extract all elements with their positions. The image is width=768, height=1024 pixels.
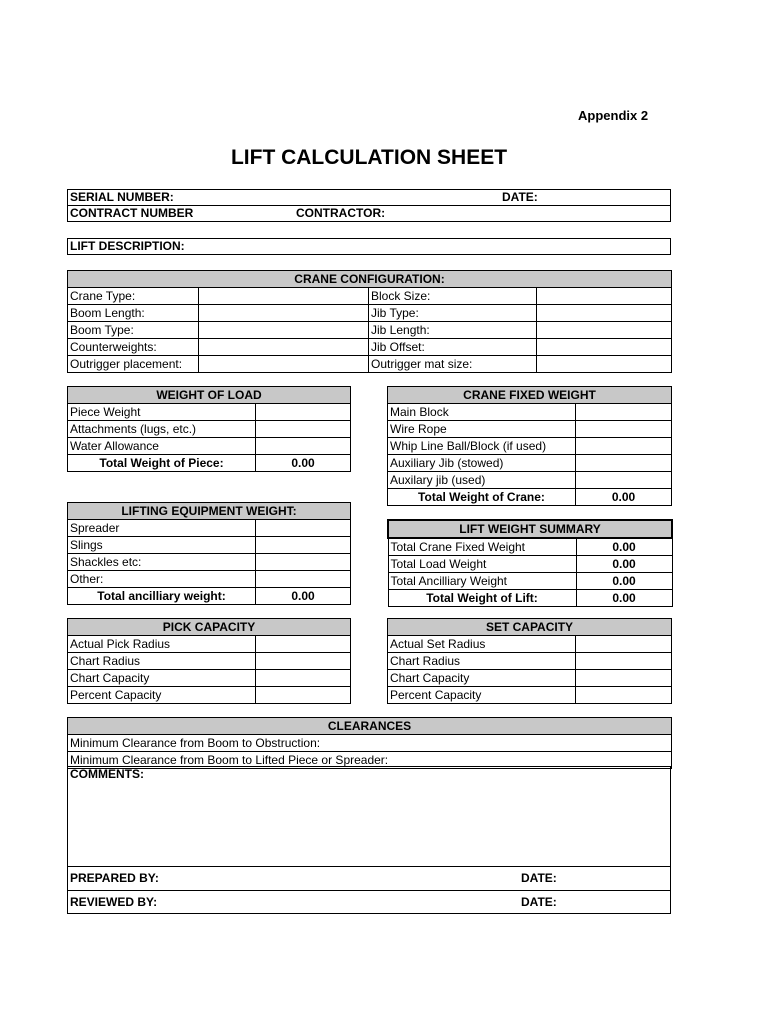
crane-fixed-weight-table (387, 386, 672, 506)
set-chart-radius-label: Chart Radius (388, 653, 576, 670)
prepared-by-label: PREPARED BY: (70, 871, 159, 885)
jib-length-value[interactable] (537, 322, 672, 339)
aux-jib-stowed-value[interactable] (576, 455, 672, 472)
clearances-title: CLEARANCES (68, 718, 672, 735)
jib-offset-label: Jib Offset: (369, 339, 537, 356)
total-weight-of-lift-label: Total Weight of Lift: (388, 590, 576, 607)
counterweights-label: Counterweights: (68, 339, 199, 356)
counterweights-value[interactable] (199, 339, 369, 356)
aux-jib-used-value[interactable] (576, 472, 672, 489)
set-chart-capacity-value[interactable] (576, 670, 672, 687)
summary-crane-fixed-label: Total Crane Fixed Weight (388, 538, 576, 556)
weight-of-load-title: WEIGHT OF LOAD (68, 387, 351, 404)
reviewed-by-label: REVIEWED BY: (70, 895, 158, 909)
boom-length-value[interactable] (199, 305, 369, 322)
whip-line-label: Whip Line Ball/Block (if used) (388, 438, 576, 455)
pick-percent-capacity-label: Percent Capacity (68, 687, 256, 704)
clearance-lifted-piece-field[interactable]: Minimum Clearance from Boom to Lifted Piece or Spreader: (68, 752, 672, 769)
crane-configuration-title: CRANE CONFIGURATION: (68, 271, 672, 288)
pick-chart-radius-label: Chart Radius (68, 653, 256, 670)
main-block-label: Main Block (388, 404, 576, 421)
prepared-by-row[interactable] (68, 867, 670, 891)
total-ancilliary-weight-value: 0.00 (256, 588, 351, 605)
jib-type-label: Jib Type: (369, 305, 537, 322)
lift-weight-summary-title: LIFT WEIGHT SUMMARY (388, 520, 672, 538)
crane-configuration-table (67, 270, 672, 373)
pick-chart-capacity-value[interactable] (256, 670, 351, 687)
actual-set-radius-label: Actual Set Radius (388, 636, 576, 653)
weight-of-load-table (67, 386, 351, 472)
set-chart-capacity-label: Chart Capacity (388, 670, 576, 687)
pick-percent-capacity-value[interactable] (256, 687, 351, 704)
spreader-value[interactable] (256, 520, 351, 537)
serial-number-label: SERIAL NUMBER: (70, 190, 174, 204)
aux-jib-used-label: Auxilary jib (used) (388, 472, 576, 489)
jib-offset-value[interactable] (537, 339, 672, 356)
total-weight-of-piece-value: 0.00 (256, 455, 351, 472)
jib-type-value[interactable] (537, 305, 672, 322)
set-percent-capacity-label: Percent Capacity (388, 687, 576, 704)
outrigger-placement-value[interactable] (199, 356, 369, 373)
main-block-value[interactable] (576, 404, 672, 421)
wire-rope-label: Wire Rope (388, 421, 576, 438)
aux-jib-stowed-label: Auxiliary Jib (stowed) (388, 455, 576, 472)
lift-weight-summary-table (387, 519, 673, 607)
attachments-label: Attachments (lugs, etc.) (68, 421, 256, 438)
reviewed-by-row[interactable] (68, 891, 670, 914)
other-label: Other: (68, 571, 256, 588)
piece-weight-value[interactable] (256, 404, 351, 421)
date-label: DATE: (502, 190, 538, 204)
lifting-equipment-table (67, 502, 351, 605)
pick-chart-capacity-label: Chart Capacity (68, 670, 256, 687)
block-size-value[interactable] (537, 288, 672, 305)
wire-rope-value[interactable] (576, 421, 672, 438)
lifting-equipment-title: LIFTING EQUIPMENT WEIGHT: (68, 503, 351, 520)
summary-load-value: 0.00 (576, 556, 672, 573)
shackles-label: Shackles etc: (68, 554, 256, 571)
page-title: LIFT CALCULATION SHEET (230, 146, 508, 169)
summary-ancilliary-label: Total Ancilliary Weight (388, 573, 576, 590)
crane-type-label: Crane Type: (68, 288, 199, 305)
block-size-label: Block Size: (369, 288, 537, 305)
shackles-value[interactable] (256, 554, 351, 571)
spreader-label: Spreader (68, 520, 256, 537)
actual-set-radius-value[interactable] (576, 636, 672, 653)
clearances-table (67, 717, 672, 769)
set-capacity-title: SET CAPACITY (388, 619, 672, 636)
pick-capacity-table (67, 618, 351, 704)
pick-capacity-title: PICK CAPACITY (68, 619, 351, 636)
crane-fixed-weight-title: CRANE FIXED WEIGHT (388, 387, 672, 404)
slings-label: Slings (68, 537, 256, 554)
water-allowance-value[interactable] (256, 438, 351, 455)
summary-ancilliary-value: 0.00 (576, 573, 672, 590)
actual-pick-radius-label: Actual Pick Radius (68, 636, 256, 653)
boom-type-label: Boom Type: (68, 322, 199, 339)
whip-line-value[interactable] (576, 438, 672, 455)
attachments-value[interactable] (256, 421, 351, 438)
jib-length-label: Jib Length: (369, 322, 537, 339)
actual-pick-radius-value[interactable] (256, 636, 351, 653)
total-weight-of-piece-label: Total Weight of Piece: (68, 455, 256, 472)
contract-row (68, 206, 670, 222)
set-capacity-table (387, 618, 672, 704)
comments-area[interactable] (68, 767, 670, 867)
outrigger-mat-size-value[interactable] (537, 356, 672, 373)
slings-value[interactable] (256, 537, 351, 554)
total-ancilliary-weight-label: Total ancilliary weight: (68, 588, 256, 605)
outrigger-mat-size-label: Outrigger mat size: (369, 356, 537, 373)
total-weight-of-crane-value: 0.00 (576, 489, 672, 506)
crane-type-value[interactable] (199, 288, 369, 305)
outrigger-placement-label: Outrigger placement: (68, 356, 199, 373)
comments-signoff-box (67, 766, 671, 914)
piece-weight-label: Piece Weight (68, 404, 256, 421)
pick-chart-radius-value[interactable] (256, 653, 351, 670)
reviewed-date-label: DATE: (521, 895, 557, 909)
water-allowance-label: Water Allowance (68, 438, 256, 455)
boom-length-label: Boom Length: (68, 305, 199, 322)
summary-crane-fixed-value: 0.00 (576, 538, 672, 556)
boom-type-value[interactable] (199, 322, 369, 339)
total-weight-of-lift-value: 0.00 (576, 590, 672, 607)
other-value[interactable] (256, 571, 351, 588)
set-percent-capacity-value[interactable] (576, 687, 672, 704)
set-chart-radius-value[interactable] (576, 653, 672, 670)
comments-label: COMMENTS: (70, 767, 144, 781)
contractor-label: CONTRACTOR: (296, 206, 386, 220)
prepared-date-label: DATE: (521, 871, 557, 885)
serial-contract-box (67, 189, 671, 222)
serial-row (68, 190, 670, 206)
lift-description-label: LIFT DESCRIPTION: (70, 239, 185, 253)
appendix-label: Appendix 2 (578, 108, 649, 123)
lift-description-field[interactable] (67, 238, 671, 255)
clearance-obstruction-field[interactable]: Minimum Clearance from Boom to Obstruction: (68, 735, 672, 752)
summary-load-label: Total Load Weight (388, 556, 576, 573)
total-weight-of-crane-label: Total Weight of Crane: (388, 489, 576, 506)
contract-number-label: CONTRACT NUMBER (70, 206, 194, 220)
